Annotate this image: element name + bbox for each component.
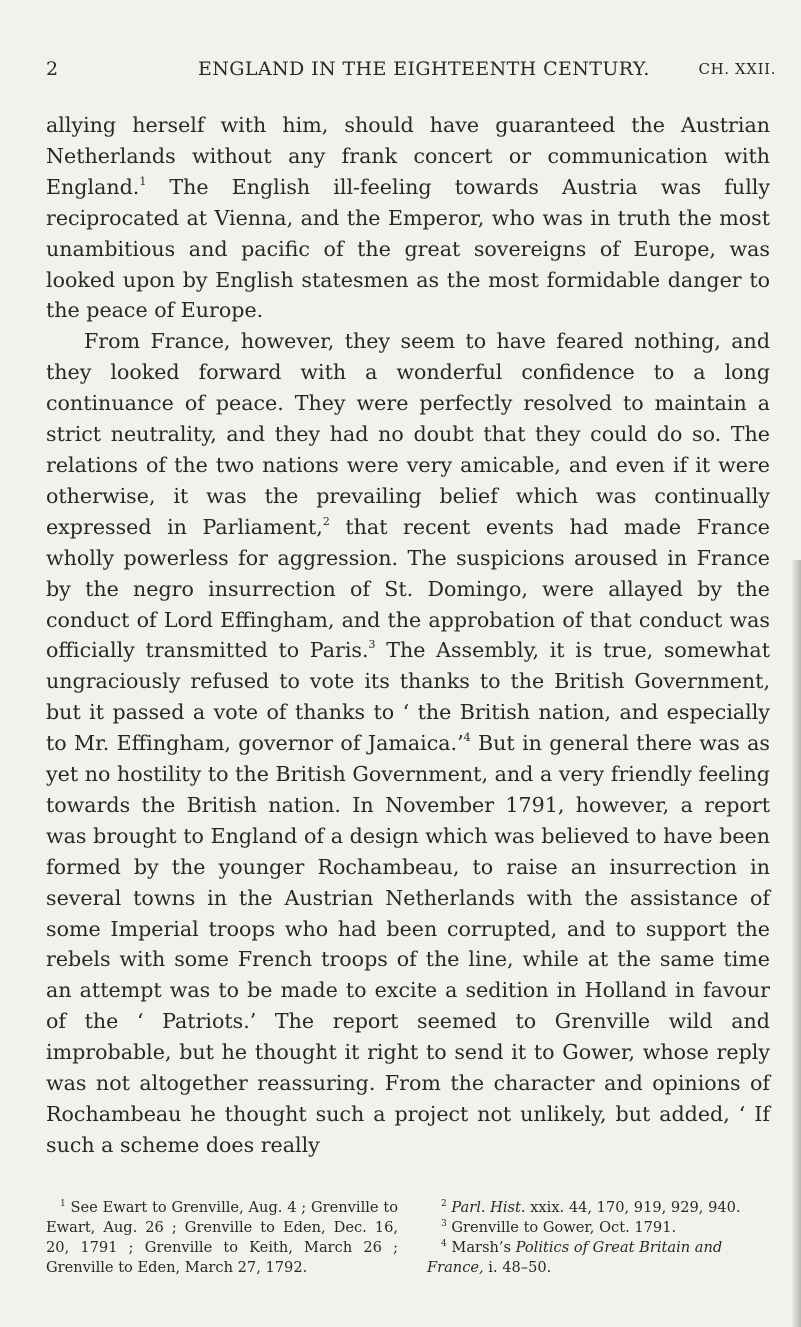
footnote-2 — [427, 1198, 777, 1218]
footnote-4-text-a: Marsh’s — [446, 1239, 516, 1256]
footnote-3-text: Grenville to Gower, Oct. 1791. — [446, 1219, 677, 1236]
paragraph-2-text-c: The Assembly, it is true, somewhat ungraciously refused to vote its thanks to the British Government, but it passed a vote of thanks to ‘ the British nation, and especially to Mr. Effingham, governor of Jamaica.’ — [46, 638, 770, 756]
footnote-4-title-a: Politics of Great Britain — [515, 1239, 691, 1256]
footnote-4-text-c: i. 48–50. — [483, 1259, 552, 1276]
running-title: ENGLAND IN THE EIGHTEENTH CENTURY. — [198, 58, 650, 80]
paragraph-2 — [46, 326, 770, 1160]
page-number: 2 — [46, 58, 59, 80]
footnotes-left-column — [46, 1198, 398, 1278]
paragraph-1-text-a: allying herself with him, should have guaranteed the Austrian Netherlands without any frank concert or communication with England. — [46, 113, 770, 199]
footnote-1 — [46, 1198, 398, 1278]
footnote-ref-1[interactable]: 1 — [139, 174, 147, 188]
footnote-2-title: Parl. Hist. — [446, 1199, 526, 1216]
footnote-2-text: xxix. 44, 170, 919, 929, 940. — [525, 1199, 741, 1216]
chapter-label: CH. XXII. — [698, 60, 776, 78]
body-text — [46, 110, 770, 1161]
footnote-4-title-b: and France, — [427, 1239, 723, 1276]
footnote-4 — [427, 1238, 777, 1278]
footnote-ref-2[interactable]: 2 — [322, 514, 330, 528]
paragraph-2-text-b: that recent events had made France wholly powerless for aggression. The suspicions aroused in France by the negro insurrection of St. Domingo, were allayed by the conduct of Lord Effingham, and the approbation of that conduct was officially transmitted to Paris. — [46, 514, 770, 663]
footnote-ref-3[interactable]: 3 — [368, 638, 376, 652]
paragraph-1-text-b: The English ill-feeling towards Austria was fully reciprocated at Vienna, and the Emperor, who was in truth the most unambitious and pacific of the great sovereigns of Europe, was looked upon by English statesmen as the most formidable danger to the peace of Europe. — [46, 174, 770, 323]
running-header — [46, 58, 776, 82]
footnote-ref-4[interactable]: 4 — [463, 731, 471, 745]
paragraph-2-text-d: But in general there was as yet no hostility to the British Government, and a very friendly feeling towards the British nation. In November 1791, however, a report was brought to England of a design which was believed to have been formed by the younger Rochambeau, to raise an insurrection in several towns in the Austrian Netherlands with the assistance of some Imperial troops who had been corrupted, and to support the rebels with some French troops of the line, while at the same time an attempt was to be made to excite a sedition in Holland in favour of the ‘ Patriots.’ The report seemed to Grenville wild and improbable, but he thought it right to send it to Gower, whose reply was not altogether reassuring. From the character and opinions of Rochambeau he thought such a project not unlikely, but added, ‘ If such a scheme does really — [46, 731, 770, 1157]
page-edge-shadow — [791, 560, 801, 1327]
footnote-1-number: 1 — [60, 1199, 66, 1209]
footnote-3 — [427, 1218, 777, 1238]
footnotes-right-column — [427, 1198, 777, 1278]
footnote-2-number: 2 — [441, 1199, 447, 1209]
footnote-4-number: 4 — [441, 1239, 447, 1249]
footnote-1-text: See Ewart to Grenville, Aug. 4 ; Grenville to Ewart, Aug. 26 ; Grenville to Eden, Dec. 16, 20, 1791 ; Grenville to Keith, March 26 ; Grenville to Eden, March 27, 1792. — [46, 1199, 398, 1276]
footnote-3-number: 3 — [441, 1219, 447, 1229]
paragraph-1 — [46, 110, 770, 326]
paragraph-2-text-a: From France, however, they seem to have feared nothing, and they looked forward with a wonderful confidence to a long continuance of peace. They were perfectly resolved to maintain a strict neutrality, and they had no doubt that they could do so. The relations of the two nations were very amicable, and even if it were otherwise, it was the prevailing belief which was continually expressed in Parliament, — [46, 329, 770, 539]
